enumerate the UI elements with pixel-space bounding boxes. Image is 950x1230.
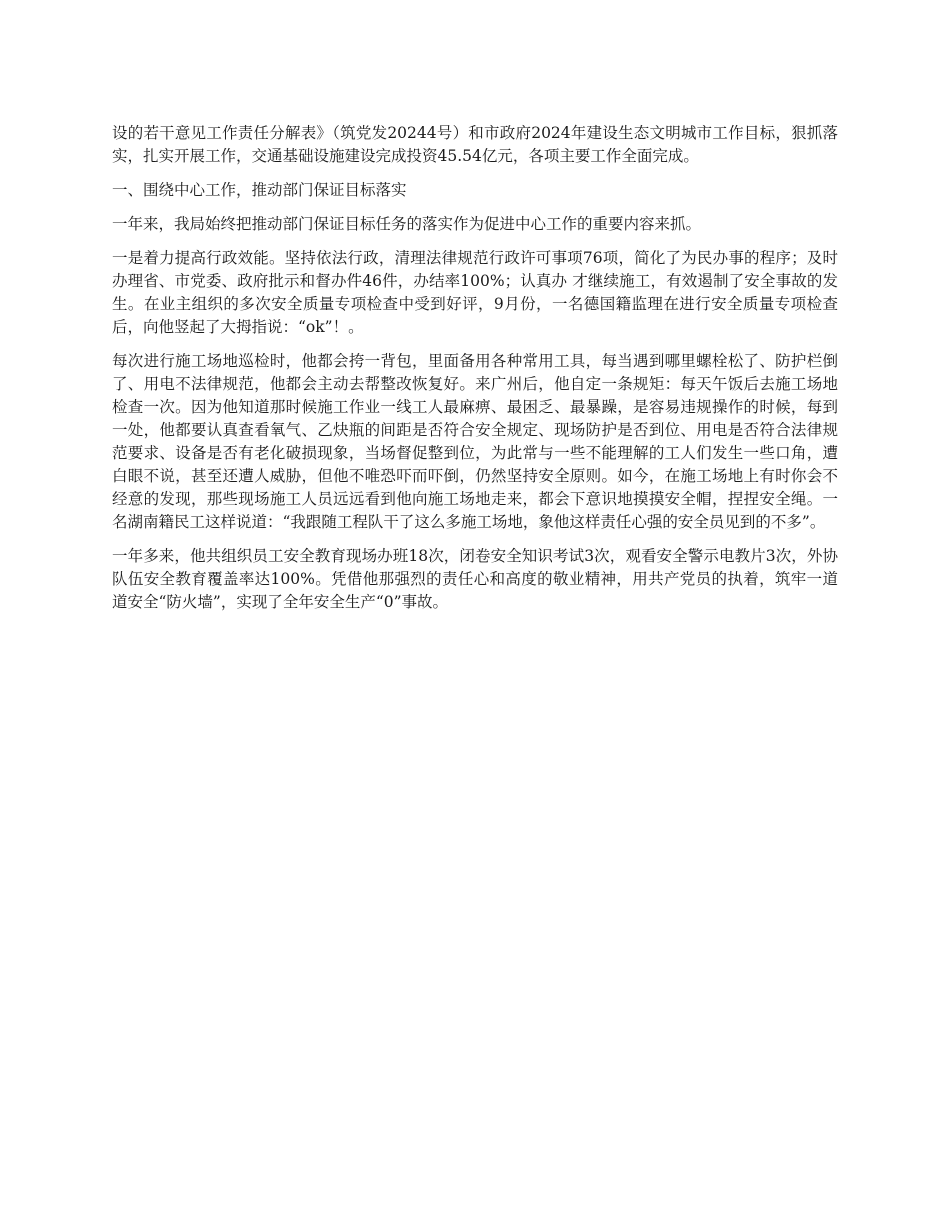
document-page [112,122,838,625]
paragraph-results: 一年多来，他共组织员工安全教育现场办班18次，闭卷安全知识考试3次，观看安全警示电教片3次，外协队伍安全教育覆盖率达100%。凭借他那强烈的责任心和高度的敬业精神，用共产党员的执着，筑牢一道道安全“防火墙”，实现了全年安全生产“0”事故。 [112,547,838,611]
paragraph-inspection: 每次进行施工场地巡检时，他都会挎一背包，里面备用各种常用工具，每当遇到哪里螺栓松了、防护栏倒了、用电不法律规范，他都会主动去帮整改恢复好。来广州后，他自定一条规矩：每天午饭后去施工场地检查一次。因为他知道那时候施工作业一线工人最麻痹、最困乏、最暴躁，是容易违规操作的时候，每到一处，他都要认真查看氧气、乙炔瓶的间距是否符合安全规定、现场防护是否到位、用电是否符合法律规范要求、设备是否有老化破损现象，当场督促整到位，为此常与一些不能理解的工人们发生一些口角，遭白眼不说，甚至还遭人威胁，但他不唯恐吓而吓倒，仍然坚持安全原则。如今，在施工场地上有时你会不经意的发现，那些现场施工人员远远看到他向施工场地走来，都会下意识地摸摸安全帽，捏捏安全绳。一名湖南籍民工这样说道：“我跟随工程队干了这么多施工场地，象他这样责任心强的安全员见到的不多”。 [112,352,838,531]
paragraph-efficiency: 一是着力提高行政效能。坚持依法行政，清理法律规范行政许可事项76项，简化了为民办事的程序；及时办理省、市党委、政府批示和督办件46件，办结率100%；认真办 才继续施工，有效遏制了安全事故的发生。在业主组织的多次安全质量专项检查中受到好评，9月份，一名德国籍监理在进行安全质量专项检查后，向他竖起了大拇指说：“ok”！。 [112,249,838,336]
section-heading: 一、围绕中心工作，推动部门保证目标落实 [112,181,407,199]
paragraph-summary: 一年来，我局始终把推动部门保证目标任务的落实作为促进中心工作的重要内容来抓。 [112,215,702,233]
paragraph-intro: 设的若干意见工作责任分解表》（筑党发20244号）和市政府2024年建设生态文明城市工作目标，狠抓落实，扎实开展工作，交通基础设施建设完成投资45.54亿元，各项主要工作全面完成。 [112,124,838,165]
